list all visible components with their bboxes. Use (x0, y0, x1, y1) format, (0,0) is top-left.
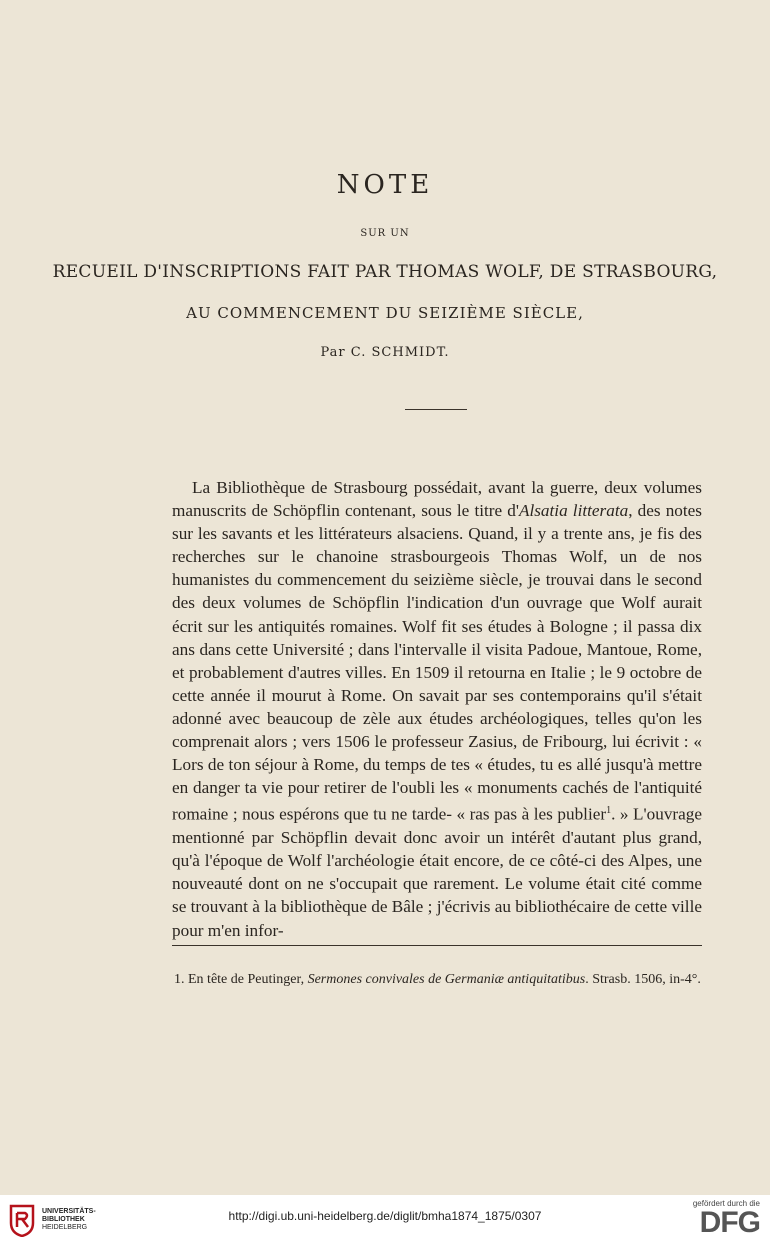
footnote-ref: 1 (606, 805, 612, 817)
permalink-url[interactable]: http://digi.ub.uni-heidelberg.de/diglit/bmha1874_1875/0307 (228, 1209, 542, 1223)
subtitle-recueil: RECUEIL D'INSCRIPTIONS FAIT PAR THOMAS WOLF, DE STRASBOURG, (52, 262, 718, 282)
subtitle-commencement: AU COMMENCEMENT DU SEIZIÈME SIÈCLE, (186, 304, 584, 322)
dfg-wordmark: DFG (699, 1206, 760, 1239)
footnote (172, 969, 702, 990)
logo-line-2: BIBLIOTHEK (42, 1216, 85, 1223)
author-line: Par C. SCHMIDT. (320, 345, 450, 360)
body-italic-title: Alsatia litterata (518, 501, 629, 521)
body-text-c: . » L'ouvrage mentionné par Schöpflin devait donc avoir un intérêt d'autant plus grand, qu'à l'époque de Wolf l'archéologie était encore, de ce côté-ci des Alpes, une nouveauté dont on ne s'occupait que rarement. Le volume était cité comme se trouvant à la bibliothèque de Bâle ; j'écrivis au bibliothécaire de cette ville pour m'en infor- (172, 805, 702, 940)
title-divider (405, 409, 467, 410)
footnote-text-a: 1. En tête de Peutinger, (174, 972, 308, 987)
footnote-italic-title: Sermones convivales de Germaniæ antiquitatibus (307, 972, 586, 987)
body-text-a: La Bibliothèque de Strasbourg possédait, avant la guerre, deux volumes manuscrits de Schöpflin contenant, sous le titre d' (172, 478, 702, 521)
page-title: NOTE (336, 170, 434, 200)
body-paragraph (172, 476, 702, 942)
footnote-divider (172, 945, 702, 946)
body-text-b: , des notes sur les savants et les littérateurs alsaciens. Quand, il y a trente ans, je fis des recherches sur le chanoine strasbourgeois Thomas Wolf, un de nos humanistes du commencement du seizième siècle, je trouvai dans le second des deux volumes de Schöpflin l'indication d'un ouvrage que Wolf aurait écrit sur les antiquités romaines. Wolf fit ses études à Bologne ; il passa dix ans dans cette Université ; dans l'intervalle il visita Padoue, Mantoue, Rome, et probablement d'autres villes. En 1509 il retourna en Italie ; le 9 octobre de cette année il mourut à Rome. On savait par ses contemporains qu'il s'était adonné avec beaucoup de zèle aux études archéologiques, telles qu'on les comprenait alors ; vers 1506 le professeur Zasius, de Fribourg, lui écrivit : « Lors de ton séjour à Rome, du temps de tes « études, tu es allé jusqu'à mettre en danger ta vie pour retirer de l'oubli les « monuments cachés de l'antiquité romaine ; nous espérons que tu ne tarde- « ras pas à les publier (172, 501, 702, 825)
logo-line-1: UNIVERSITÄTS- (42, 1208, 96, 1215)
logo-line-3: HEIDELBERG (42, 1224, 88, 1231)
footnote-text-b: . Strasb. 1506, in-4°. (585, 972, 701, 987)
subtitle-sur-un: SUR UN (360, 228, 410, 239)
dfg-caption: gefördert durch die (692, 1199, 760, 1208)
dfg-logo[interactable] (693, 1199, 760, 1238)
